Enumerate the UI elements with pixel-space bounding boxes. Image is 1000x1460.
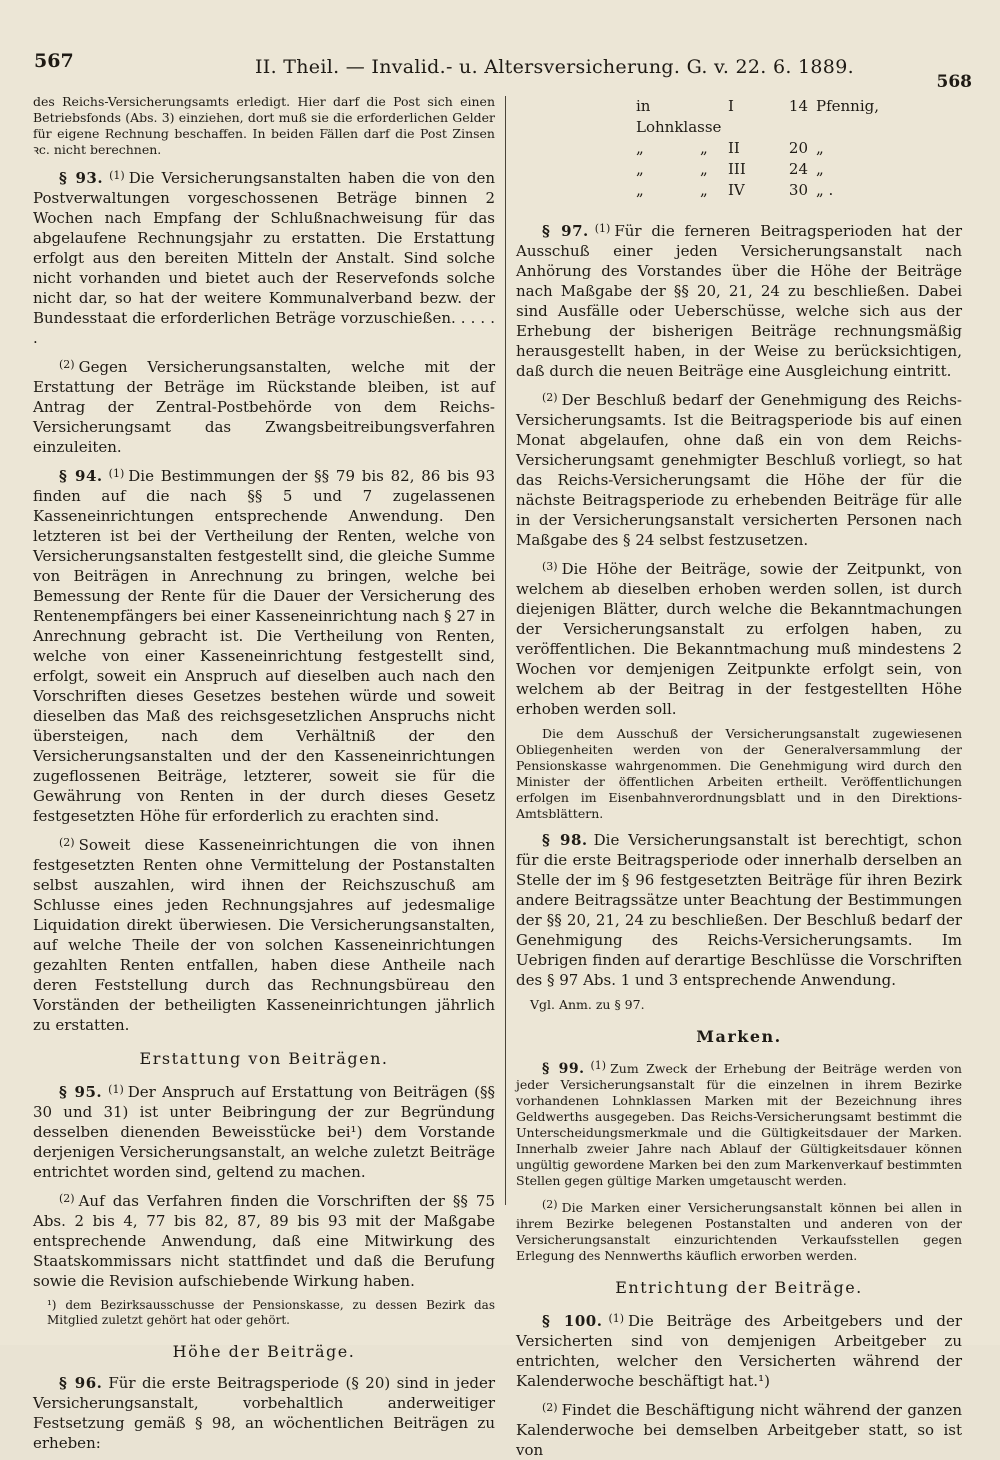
- section-number: § 99.: [542, 1061, 585, 1077]
- table-cell: II: [728, 139, 740, 157]
- absatz-number: (2): [542, 1198, 558, 1211]
- right-column: [516, 94, 962, 1459]
- absatz-number: (1): [108, 1083, 124, 1096]
- paragraph-text: Die Bestimmungen der §§ 79 bis 82, 86 bis 93 finden auf die nach §§ 5 und 7 zugelassenen Kasseneinrichtungen entsprechende Anwendung. Den letzteren ist bei der Vertheilung der Renten, welche von Versicherungsanstalten festgestellt sind, die gleiche Summe von Beiträgen in Anrechnung zu bringen, welche bei Bemessung der Rente für die Dauer der Versicherung des Rentenempfängers bei einer Kasseneinrichtung nach § 27 in Anrechnung gebracht ist. Die Vertheilung von Renten, welche von einer Kasseneinrichtung festgestellt sind, erfolgt, soweit ein Anspruch auf dieselben auch nach den Vorschriften dieses Gesetzes bestehen würde und soweit dieselben das Maß des reichsgesetzlichen Anspruchs nicht übersteigen, nach dem Verhältniß der den Versicherungsanstalten und der den Kasseneinrichtungen zugeflossenen Beiträge, letzterer, soweit sie für die Gewährung von Renten in der durch dieses Gesetz festgesetzten Höhe für erforderlich zu erachten sind.: [33, 467, 495, 825]
- heading-erstattung: Erstattung von Beiträgen.: [139, 1049, 389, 1068]
- section-number: § 98.: [542, 831, 588, 849]
- section-99-para-2: [516, 1197, 962, 1264]
- table-cell: 20: [788, 139, 808, 157]
- paragraph-text: Die Versicherungsanstalten haben die von den Postverwaltungen vorgeschossenen Beträge binnen 2 Wochen nach Empfang der Schlußnachweisung für das abgelaufene Rechnungsjahr zu erstatten. Die Erstattung erfolgt aus den bereiten Mitteln der Anstalt. Sind solche nicht vorhanden und bietet auch der Reservefonds solche nicht dar, so hat der weitere Kommunalverband bezw. der Bundesstaat die erforderlichen Beträge vorzuschießen. . . . . .: [33, 169, 495, 347]
- column-divider: [505, 96, 506, 1205]
- lohnklasse-table: [636, 96, 962, 201]
- section-100-para-2: [516, 1398, 962, 1460]
- table-cell: 24: [788, 160, 808, 178]
- section-number: § 94.: [59, 467, 103, 485]
- absatz-number: (1): [608, 1312, 625, 1325]
- absatz-number: (2): [59, 1192, 75, 1205]
- paragraph-text: Der Beschluß bedarf der Genehmigung des Reichs-Versicherungsamts. Ist die Beitragsperiode bis auf einen Monat abgelaufen, ohne daß ein von dem Reichs-Versicherungsamt genehmigter Beschluß vorliegt, so hat das Reichs-Versicherungsamt die Höhe der für die nächste Beitragsperiode zu erhebenden Beiträge für alle in der Versicherungsanstalt versicherten Personen nach Maßgabe des § 24 selbst festzusetzen.: [516, 391, 962, 549]
- section-number: § 95.: [59, 1083, 103, 1101]
- paragraph-text: Die Versicherungsanstalt ist berechtigt, schon für die erste Beitragsperiode oder innerhalb derselben an Stelle der im § 96 festgesetzten Beiträge für ihren Bezirk andere Beitragssätze unter Beachtung der Bestimmungen der §§ 20, 21, 24 zu beschließen. Der Beschluß bedarf der Genehmigung des Reichs-Versicherungsamts. Im Uebrigen finden auf derartige Beschlüsse die Vorschriften des § 97 Abs. 1 und 3 entsprechende Anwendung.: [516, 831, 962, 989]
- section-96-para-1: [33, 1373, 495, 1453]
- table-cell: „: [700, 181, 708, 199]
- section-number: § 96.: [59, 1374, 103, 1392]
- section-100-para-1: [516, 1309, 962, 1391]
- absatz-number: (1): [590, 1059, 607, 1072]
- table-cell: „: [700, 139, 708, 157]
- table-row: [636, 138, 962, 159]
- section-94-para-1: [33, 464, 495, 826]
- table-cell: I: [728, 97, 734, 115]
- paragraph-text: Gegen Versicherungsanstalten, welche mit der Erstattung der Beträge im Rückstande bleiben, ist auf Antrag der Zentral-Postbehörde von dem Reichs-Versicherungsamt das Zwangsbeitreibungsverfahren einzuleiten.: [33, 358, 495, 456]
- running-header: [30, 46, 972, 94]
- section-98-para-1: [516, 830, 962, 990]
- absatz-number: (1): [594, 222, 611, 235]
- section-95-para-1: [33, 1080, 495, 1182]
- paragraph-text: Der Anspruch auf Erstattung von Beiträgen (§§ 30 und 31) ist unter Beibringung der zur Begründung desselben dienenden Beweisstücke bei¹) dem Vorstande derjenigen Versicherungsanstalt, an welche zuletzt Beiträge entrichtet worden sind, geltend zu machen.: [33, 1083, 495, 1181]
- section-97-para-1: [516, 219, 962, 381]
- table-cell: Pfennig,: [816, 97, 880, 115]
- paragraph-text: Findet die Beschäftigung nicht während der ganzen Kalenderwoche bei demselben Arbeitgeber statt, so ist von: [516, 1401, 962, 1459]
- heading-hoehe: Höhe der Beiträge.: [172, 1342, 356, 1361]
- left-column: [33, 94, 495, 1452]
- section-97-note: Die dem Ausschuß der Versicherungsanstalt zugewiesenen Obliegenheiten werden von der Generalversammlung der Pensionskasse wahrgenommen. Die Genehmigung wird durch den Minister der öffentlichen Arbeiten ertheilt. Veröffentlichungen erfolgen im Eisenbahnverordnungsblatt und in den Direktions-Amtsblättern.: [516, 726, 962, 821]
- section-97-para-2: [516, 388, 962, 550]
- table-cell: „: [636, 160, 644, 178]
- table-cell: 14: [788, 97, 808, 115]
- section-number: § 97.: [542, 222, 589, 240]
- heading-marken: Marken.: [696, 1027, 782, 1046]
- section-93-para-2: [33, 355, 495, 457]
- absatz-number: (2): [59, 836, 75, 849]
- absatz-number: (1): [109, 169, 125, 182]
- table-cell: „ .: [816, 181, 834, 199]
- section-number: § 93.: [59, 169, 104, 187]
- paragraph-text: Soweit diese Kasseneinrichtungen die von ihnen festgesetzten Renten ohne Vermittelung der Postanstalten selbst auszahlen, wird ihnen der Reichszuschuß am Schlusse eines jeden Rechnungsjahres auf jedesmalige Liquidation direkt überwiesen. Die Versicherungsanstalten, auf welche Theile der von solchen Kasseneinrichtungen gezahlten Renten entfallen, haben diese Antheile nach deren Feststellung durch das Rechnungsbüreau den Vorständen der betheiligten Kasseneinrichtungen jährlich zu erstatten.: [33, 836, 495, 1034]
- paragraph-text: Die Beiträge des Arbeitgebers und der Versicherten sind von demjenigen Arbeitgeber zu entrichten, welcher den Versicherten während der Kalenderwoche beschäftigt hat.¹): [516, 1312, 962, 1390]
- intro-paragraph: des Reichs-Versicherungsamts erledigt. Hier darf die Post sich einen Betriebsfonds (Abs. 3) einziehen, dort muß sie die erforderlichen Gelder für eigene Rechnung beschaffen. In beiden Fällen darf die Post Zinsen ꝛc. nicht berechnen.: [33, 94, 495, 157]
- section-99-para-1: [516, 1058, 962, 1189]
- absatz-number: (1): [108, 467, 125, 480]
- absatz-number: (2): [59, 358, 75, 371]
- table-cell: „: [816, 139, 824, 157]
- page-number-right: 568: [936, 72, 972, 92]
- table-cell: IV: [728, 181, 745, 199]
- table-cell: „: [636, 139, 644, 157]
- paragraph-text: Die Marken einer Versicherungsanstalt können bei allen in ihrem Bezirke belegenen Postanstalten und anderen von der Versicherungsanstalt einzurichtenden Verkaufsstellen gegen Erlegung des Nennwerths käuflich erworben werden.: [516, 1200, 962, 1263]
- section-93-para-1: [33, 166, 495, 348]
- table-cell: III: [728, 160, 746, 178]
- table-row: [636, 159, 962, 180]
- paragraph-text: Zum Zweck der Erhebung der Beiträge werden von jeder Versicherungsanstalt für die einzelnen in ihrem Bezirke vorhandenen Lohnklassen Marken mit der Bezeichnung ihres Geldwerths ausgegeben. Das Reichs-Versicherungsamt bestimmt die Unterscheidungsmerkmale und die Gültigkeitsdauer der Marken. Innerhalb zweier Jahre nach Ablauf der Gültigkeitsdauer können ungültig gewordene Marken bei den zum Markenverkauf bestimmten Stellen gegen gültige Marken umgetauscht werden.: [516, 1061, 962, 1188]
- table-row: [636, 180, 962, 201]
- section-97-para-3: [516, 557, 962, 719]
- running-title: II. Theil. — Invalid.- u. Altersversicherung. G. v. 22. 6. 1889.: [255, 56, 854, 78]
- table-cell: 30: [788, 181, 808, 199]
- paragraph-text: Für die erste Beitragsperiode (§ 20) sind in jeder Versicherungsanstalt, vorbehaltlich anderweitiger Festsetzung gemäß § 98, an wöchentlichen Beiträgen zu erheben:: [33, 1374, 495, 1452]
- table-cell: „: [816, 160, 824, 178]
- paragraph-text: Die Höhe der Beiträge, sowie der Zeitpunkt, von welchem ab dieselben erhoben werden sollen, ist durch diejenigen Blätter, durch welche die Bekanntmachungen der Versicherungsanstalt zu erfolgen haben, zu veröffentlichen. Die Bekanntmachung muß mindestens 2 Wochen vor demjenigen Zeitpunkte erfolgt sein, von welchem ab der Beitrag in der festgestellten Höhe erhoben werden soll.: [516, 560, 962, 718]
- footnote: ¹) dem Bezirksausschusse der Pensionskasse, zu dessen Bezirk das Mitglied zuletzt gehört hat oder gehört.: [47, 1298, 495, 1327]
- table-cell: „: [636, 181, 644, 199]
- section-number: § 100.: [542, 1312, 603, 1330]
- absatz-number: (2): [542, 391, 558, 404]
- paragraph-text: Für die ferneren Beitragsperioden hat der Ausschuß einer jeden Versicherungsanstalt nach Anhörung des Vorstandes über die Höhe der Beiträge nach Maßgabe der §§ 20, 21, 24 zu beschließen. Dabei sind Ausfälle oder Ueberschüsse, welche sich aus der Erhebung der bisherigen Beiträge rechnungsmäßig herausgestellt haben, in der Weise zu berücksichtigen, daß durch die neuen Beiträge eine Ausgleichung eintritt.: [516, 222, 962, 380]
- page-number-left: 567: [34, 50, 74, 72]
- absatz-number: (2): [542, 1401, 558, 1414]
- section-94-para-2: [33, 833, 495, 1035]
- table-row: [636, 96, 962, 138]
- paragraph-text: Auf das Verfahren finden die Vorschriften der §§ 75 Abs. 2 bis 4, 77 bis 82, 87, 89 bis 93 mit der Maßgabe entsprechende Anwendung, daß eine Mitwirkung des Staatskommissars nicht stattfindet und daß die Berufung sowie die Revision aufschiebende Wirkung haben.: [33, 1192, 495, 1290]
- heading-entrichtung: Entrichtung der Beiträge.: [615, 1278, 863, 1297]
- section-98-note: Vgl. Anm. zu § 97.: [530, 997, 645, 1012]
- table-cell: in Lohnklasse: [636, 97, 722, 136]
- section-95-para-2: [33, 1189, 495, 1291]
- table-cell: „: [700, 160, 708, 178]
- absatz-number: (3): [542, 560, 558, 573]
